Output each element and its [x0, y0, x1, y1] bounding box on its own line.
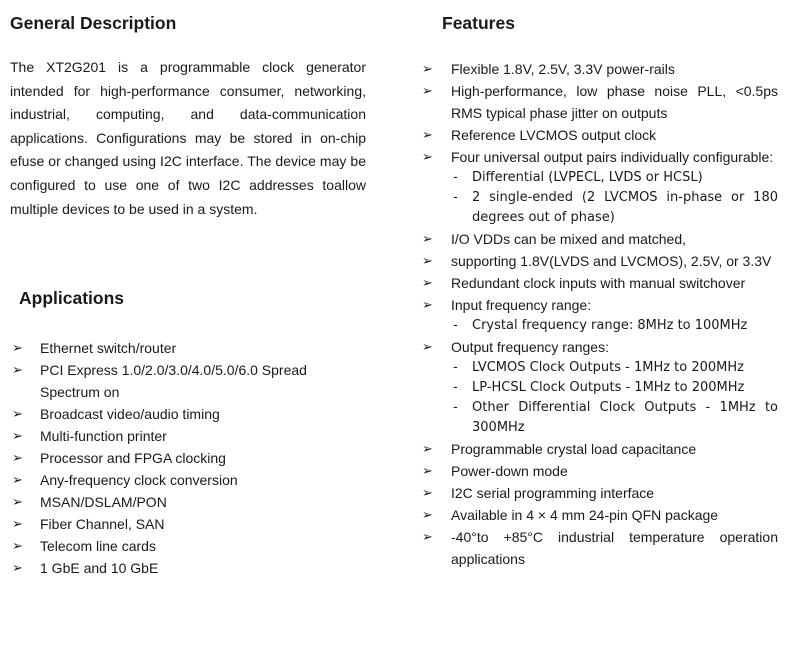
feature-item: [420, 124, 778, 146]
arrow-bullet-icon: ➢: [12, 406, 23, 421]
dash-bullet-icon: -: [453, 190, 458, 205]
application-item-text: Ethernet switch/router: [40, 340, 177, 356]
feature-item: [420, 336, 778, 358]
arrow-bullet-icon: ➢: [422, 231, 433, 246]
arrow-bullet-icon: ➢: [422, 61, 433, 76]
application-item: [10, 359, 366, 403]
feature-item-text: Output frequency ranges:: [451, 339, 609, 355]
dash-bullet-icon: -: [453, 170, 458, 185]
feature-item-text: Input frequency range:: [451, 297, 592, 313]
feature-item-text: High-performance, low phase noise PLL, <0.5ps RMS typical phase jitter on outputs: [451, 83, 778, 121]
dash-bullet-icon: -: [453, 318, 458, 333]
applications-list: [10, 337, 366, 579]
general-description-heading: General Description: [10, 13, 177, 33]
application-item-text: Broadcast video/audio timing: [40, 406, 220, 422]
dash-bullet-icon: -: [453, 400, 458, 415]
arrow-bullet-icon: ➢: [12, 340, 23, 355]
arrow-bullet-icon: ➢: [422, 83, 433, 98]
features-list: [420, 58, 778, 570]
feature-subitem-text: Differential (LVPECL, LVDS or HCSL): [472, 170, 703, 185]
features-heading: Features: [442, 13, 515, 33]
feature-item: [420, 460, 778, 482]
feature-item-text: Available in 4 × 4 mm 24-pin QFN package: [451, 507, 719, 523]
feature-item-text: Redundant clock inputs with manual switchover: [451, 275, 746, 291]
arrow-bullet-icon: ➢: [422, 339, 433, 354]
dash-bullet-icon: -: [453, 360, 458, 375]
application-item-text: Multi-function printer: [40, 428, 167, 444]
feature-subitem: [420, 316, 778, 336]
feature-item-text: I2C serial programming interface: [451, 485, 655, 501]
arrow-bullet-icon: ➢: [12, 560, 23, 575]
feature-item: [420, 272, 778, 294]
arrow-bullet-icon: ➢: [422, 507, 433, 522]
feature-subitem: [420, 358, 778, 378]
feature-item-text: Reference LVCMOS output clock: [451, 127, 657, 143]
arrow-bullet-icon: ➢: [12, 450, 23, 465]
dash-bullet-icon: -: [453, 380, 458, 395]
feature-item-text: Four universal output pairs individually configurable:: [451, 149, 774, 165]
feature-item: [420, 504, 778, 526]
feature-subitem-text: LVCMOS Clock Outputs - 1MHz to 200MHz: [472, 360, 744, 375]
arrow-bullet-icon: ➢: [422, 149, 433, 164]
application-item: [10, 403, 366, 425]
feature-subitem: [420, 378, 778, 398]
feature-item: [420, 80, 778, 124]
feature-item-text: -40°to +85°C industrial temperature operation applications: [451, 529, 778, 567]
application-item: [10, 535, 366, 557]
arrow-bullet-icon: ➢: [422, 441, 433, 456]
arrow-bullet-icon: ➢: [422, 275, 433, 290]
arrow-bullet-icon: ➢: [12, 428, 23, 443]
application-item-text: Processor and FPGA clocking: [40, 450, 226, 466]
arrow-bullet-icon: ➢: [12, 538, 23, 553]
feature-item-text: Programmable crystal load capacitance: [451, 441, 697, 457]
feature-item: [420, 482, 778, 504]
application-item-text: Telecom line cards: [40, 538, 156, 554]
arrow-bullet-icon: ➢: [422, 529, 433, 544]
application-item: [10, 469, 366, 491]
application-item: [10, 557, 366, 579]
arrow-bullet-icon: ➢: [422, 297, 433, 312]
applications-heading: Applications: [19, 288, 125, 308]
feature-subitem-text: Other Differential Clock Outputs - 1MHz to 300MHz: [472, 400, 778, 435]
feature-subitem-text: Crystal frequency range: 8MHz to 100MHz: [472, 318, 748, 333]
application-item-text: Fiber Channel, SAN: [40, 516, 165, 532]
feature-item: [420, 228, 778, 250]
feature-item: [420, 526, 778, 570]
feature-item: [420, 250, 778, 272]
application-item: [10, 447, 366, 469]
arrow-bullet-icon: ➢: [12, 494, 23, 509]
feature-subitem: [420, 398, 778, 438]
feature-subitem-text: 2 single-ended (2 LVCMOS in-phase or 180 degrees out of phase): [472, 190, 778, 225]
feature-item: [420, 294, 778, 316]
feature-item: [420, 438, 778, 460]
feature-subitem: [420, 168, 778, 188]
application-item-text: PCI Express 1.0/2.0/3.0/4.0/5.0/6.0 Spread Spectrum on: [40, 362, 307, 400]
feature-item-text: Power-down mode: [451, 463, 568, 479]
arrow-bullet-icon: ➢: [12, 516, 23, 531]
arrow-bullet-icon: ➢: [422, 127, 433, 142]
arrow-bullet-icon: ➢: [12, 362, 23, 377]
application-item: [10, 425, 366, 447]
arrow-bullet-icon: ➢: [12, 472, 23, 487]
arrow-bullet-icon: ➢: [422, 485, 433, 500]
feature-subitem: [420, 188, 778, 228]
feature-subitem-text: LP-HCSL Clock Outputs - 1MHz to 200MHz: [472, 380, 745, 395]
arrow-bullet-icon: ➢: [422, 463, 433, 478]
feature-item: [420, 58, 778, 80]
application-item: [10, 337, 366, 359]
feature-item: [420, 146, 778, 168]
feature-item-text: I/O VDDs can be mixed and matched,: [451, 231, 686, 247]
application-item: [10, 513, 366, 535]
arrow-bullet-icon: ➢: [422, 253, 433, 268]
application-item-text: 1 GbE and 10 GbE: [40, 560, 159, 576]
application-item-text: MSAN/DSLAM/PON: [40, 494, 167, 510]
application-item: [10, 491, 366, 513]
general-description-text: The XT2G201 is a programmable clock generator intended for high-performance consumer, networking, industrial, computing, and data-communication applications. Configurations may be stored in on-chip efuse or changed using I2C interface. The device may be configured to use one of two I2C addresses toallow multiple devices to be used in a system.: [10, 59, 366, 217]
feature-item-text: supporting 1.8V(LVDS and LVCMOS), 2.5V, or 3.3V: [451, 253, 772, 269]
feature-item-text: Flexible 1.8V, 2.5V, 3.3V power-rails: [451, 61, 675, 77]
application-item-text: Any-frequency clock conversion: [40, 472, 238, 488]
